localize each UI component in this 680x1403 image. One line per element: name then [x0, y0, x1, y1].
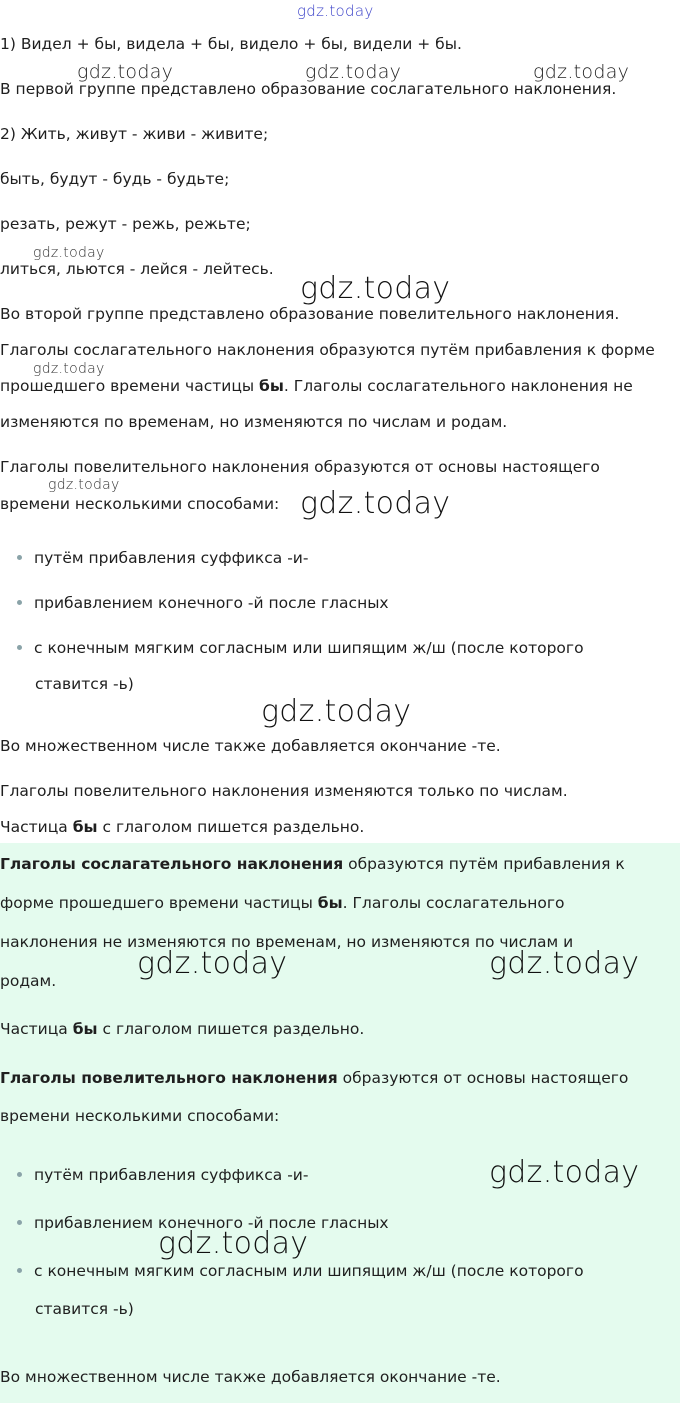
watermark: gdz.today [77, 61, 174, 83]
list-item [17, 1261, 584, 1281]
text-line: резать, режут - режь, режьте; [0, 215, 251, 233]
text-span: с глаголом пишется раздельно. [97, 1020, 365, 1038]
watermark: gdz.today [305, 61, 402, 83]
text-line: 2) Жить, живут - живи - живите; [0, 125, 269, 143]
text-line [0, 817, 364, 837]
text-line: литься, льются - лейся - лейтесь. [0, 260, 274, 278]
text-line [0, 1068, 628, 1088]
bullet-icon [17, 1268, 22, 1273]
particle-by: бы [317, 894, 343, 912]
text-line: Глаголы повелительного наклонения образуются от основы настоящего [0, 458, 600, 476]
watermark: gdz.today [489, 946, 640, 981]
watermark: gdz.today [297, 2, 374, 20]
watermark: gdz.today [300, 271, 451, 306]
list-item-continuation: ставится -ь) [35, 675, 134, 693]
watermark: gdz.today [300, 486, 451, 521]
particle-by: бы [259, 377, 284, 395]
text-span: с глаголом пишется раздельно. [97, 818, 365, 836]
text-line: изменяются по временам, но изменяются по числам и родам. [0, 413, 508, 431]
text-line [0, 376, 633, 396]
watermark: gdz.today [261, 694, 412, 729]
bullet-icon [17, 600, 22, 605]
bullet-icon [17, 1172, 22, 1177]
watermark: gdz.today [33, 361, 105, 377]
text-line: Во множественном числе также добавляется окончание -те. [0, 737, 501, 755]
text-line: Глаголы сослагательного наклонения образуются путём прибавления к форме [0, 341, 655, 359]
watermark: gdz.today [158, 1226, 309, 1261]
list-item-continuation: ставится -ь) [35, 1300, 134, 1318]
watermark: gdz.today [33, 245, 105, 261]
text-span: Частица [0, 818, 73, 836]
list-item-text: с конечным мягким согласным или шипящим ж/ш (после которого [34, 1262, 584, 1280]
text-span: прошедшего времени частицы [0, 377, 260, 395]
text-line: быть, будут - будь - будьте; [0, 170, 230, 188]
text-line: времени несколькими способами: [0, 495, 280, 513]
bullet-icon [17, 645, 22, 650]
text-line: В первой группе представлено образование сослагательного наклонения. [0, 80, 617, 98]
particle-by: бы [72, 1020, 98, 1038]
list-item-text: прибавлением конечного -й после гласных [34, 1214, 389, 1232]
text-line [0, 893, 564, 913]
list-item-text: с конечным мягким согласным или шипящим ж/ш (после которого [34, 639, 584, 657]
text-span: Частица [0, 1020, 73, 1038]
list-item [17, 638, 584, 658]
list-item-text: прибавлением конечного -й после гласных [34, 594, 389, 612]
list-item [17, 593, 389, 613]
watermark: gdz.today [533, 61, 630, 83]
list-item [17, 548, 308, 568]
bullet-icon [17, 1220, 22, 1225]
text-line: Во второй группе представлено образование повелительного наклонения. [0, 305, 620, 323]
watermark: gdz.today [48, 477, 120, 493]
text-line [0, 854, 625, 874]
list-item [17, 1165, 308, 1185]
watermark: gdz.today [137, 946, 288, 981]
text-line: Во множественном числе также добавляется окончание -те. [0, 1368, 501, 1386]
term-bold: Глаголы сослагательного наклонения [0, 855, 344, 873]
list-item-text: путём прибавления суффикса -и- [34, 549, 309, 567]
watermark: gdz.today [489, 1155, 640, 1190]
text-line: времени несколькими способами: [0, 1107, 280, 1125]
text-line: Глаголы повелительного наклонения изменяются только по числам. [0, 782, 568, 800]
text-span: форме прошедшего времени частицы [0, 894, 318, 912]
text-span: . Глаголы сослагательного [342, 894, 565, 912]
particle-by: бы [72, 818, 98, 836]
term-bold: Глаголы повелительного наклонения [0, 1069, 338, 1087]
list-item-text: путём прибавления суффикса -и- [34, 1166, 309, 1184]
text-line: 1) Видел + бы, видела + бы, видело + бы, видели + бы. [0, 35, 462, 53]
bullet-icon [17, 555, 22, 560]
text-line: родам. [0, 972, 57, 990]
text-span: образуются путём прибавления к [343, 855, 625, 873]
text-line: наклонения не изменяются по временам, но изменяются по числам и [0, 933, 574, 951]
text-span: . Глаголы сослагательного наклонения не [283, 377, 633, 395]
text-line [0, 1019, 364, 1039]
text-span: образуются от основы настоящего [337, 1069, 629, 1087]
